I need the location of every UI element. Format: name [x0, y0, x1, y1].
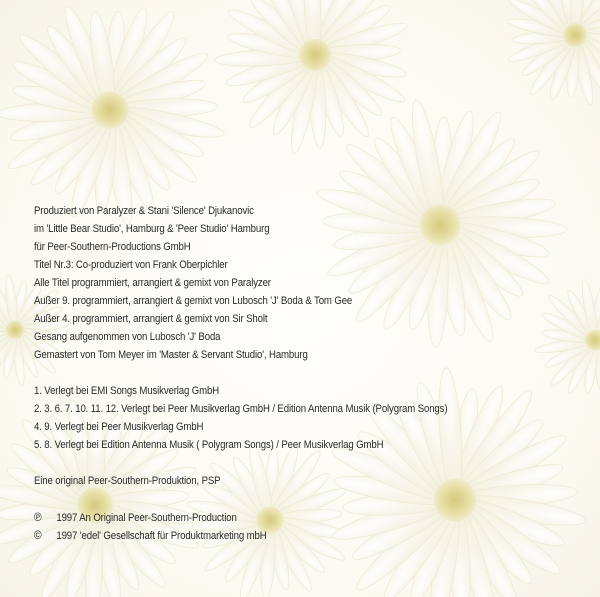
publishing-line-3: 4. 9. Verlegt bei Peer Musikverlag GmbH [34, 421, 204, 433]
credit-line-mastering: Gemastert von Tom Meyer im 'Master & Servant Studio', Hamburg [34, 349, 308, 361]
daisy-flower [0, 3, 226, 227]
phonogram-copyright-line [34, 508, 447, 526]
spacer [34, 490, 447, 508]
credit-line-studio: im 'Little Bear Studio', Hamburg & 'Peer Studio' Hamburg [34, 223, 270, 235]
daisy-center [91, 91, 128, 128]
credit-line-vocals: Gesang aufgenommen von Lubosch 'J' Boda [34, 331, 221, 343]
spacer [34, 454, 447, 472]
spacer [34, 364, 447, 382]
credit-line-producer: Produziert von Paralyzer & Stani 'Silence' Djukanovic [34, 205, 254, 217]
daisy-center [563, 23, 587, 47]
publishing-line-1: 1. Verlegt bei EMI Songs Musikverlag GmbH [34, 385, 220, 397]
liner-notes-text [34, 202, 447, 544]
daisy-center [299, 39, 331, 71]
daisy-flower [214, 0, 410, 155]
copyright-text: 1997 'edel' Gesellschaft für Produktmarketing mbH [56, 530, 267, 542]
phonogram-text: 1997 An Original Peer-Southern-Production [56, 512, 237, 524]
daisy-flower [506, 0, 600, 106]
daisy-center [6, 321, 25, 340]
copyright-line [34, 526, 447, 544]
credit-line-programming: Alle Titel programmiert, arrangiert & gemixt von Paralyzer [34, 277, 271, 289]
credit-line-exception-4: Außer 4. programmiert, arrangiert & gemixt von Sir Sholt [34, 313, 268, 325]
copyright-symbol: © [34, 528, 42, 542]
production-line: Eine original Peer-Southern-Produktion, PSP [34, 475, 221, 487]
daisy-flower [534, 279, 600, 401]
credit-line-exception-9: Außer 9. programmiert, arrangiert & gemixt von Lubosch 'J' Boda & Tom Gee [34, 295, 353, 307]
phonogram-symbol: ℗ [34, 510, 42, 524]
credit-line-company: für Peer-Southern-Productions GmbH [34, 241, 191, 253]
publishing-line-4: 5. 8. Verlegt bei Edition Antenna Musik ( Polygram Songs) / Peer Musikverlag GmbH [34, 439, 384, 451]
publishing-line-2: 2. 3. 6. 7. 10. 11. 12. Verlegt bei Peer Musikverlag GmbH / Edition Antenna Musik (Polygram Songs) [34, 403, 448, 415]
credit-line-coproducer: Titel Nr.3: Co-produziert von Frank Oberpichler [34, 259, 228, 271]
